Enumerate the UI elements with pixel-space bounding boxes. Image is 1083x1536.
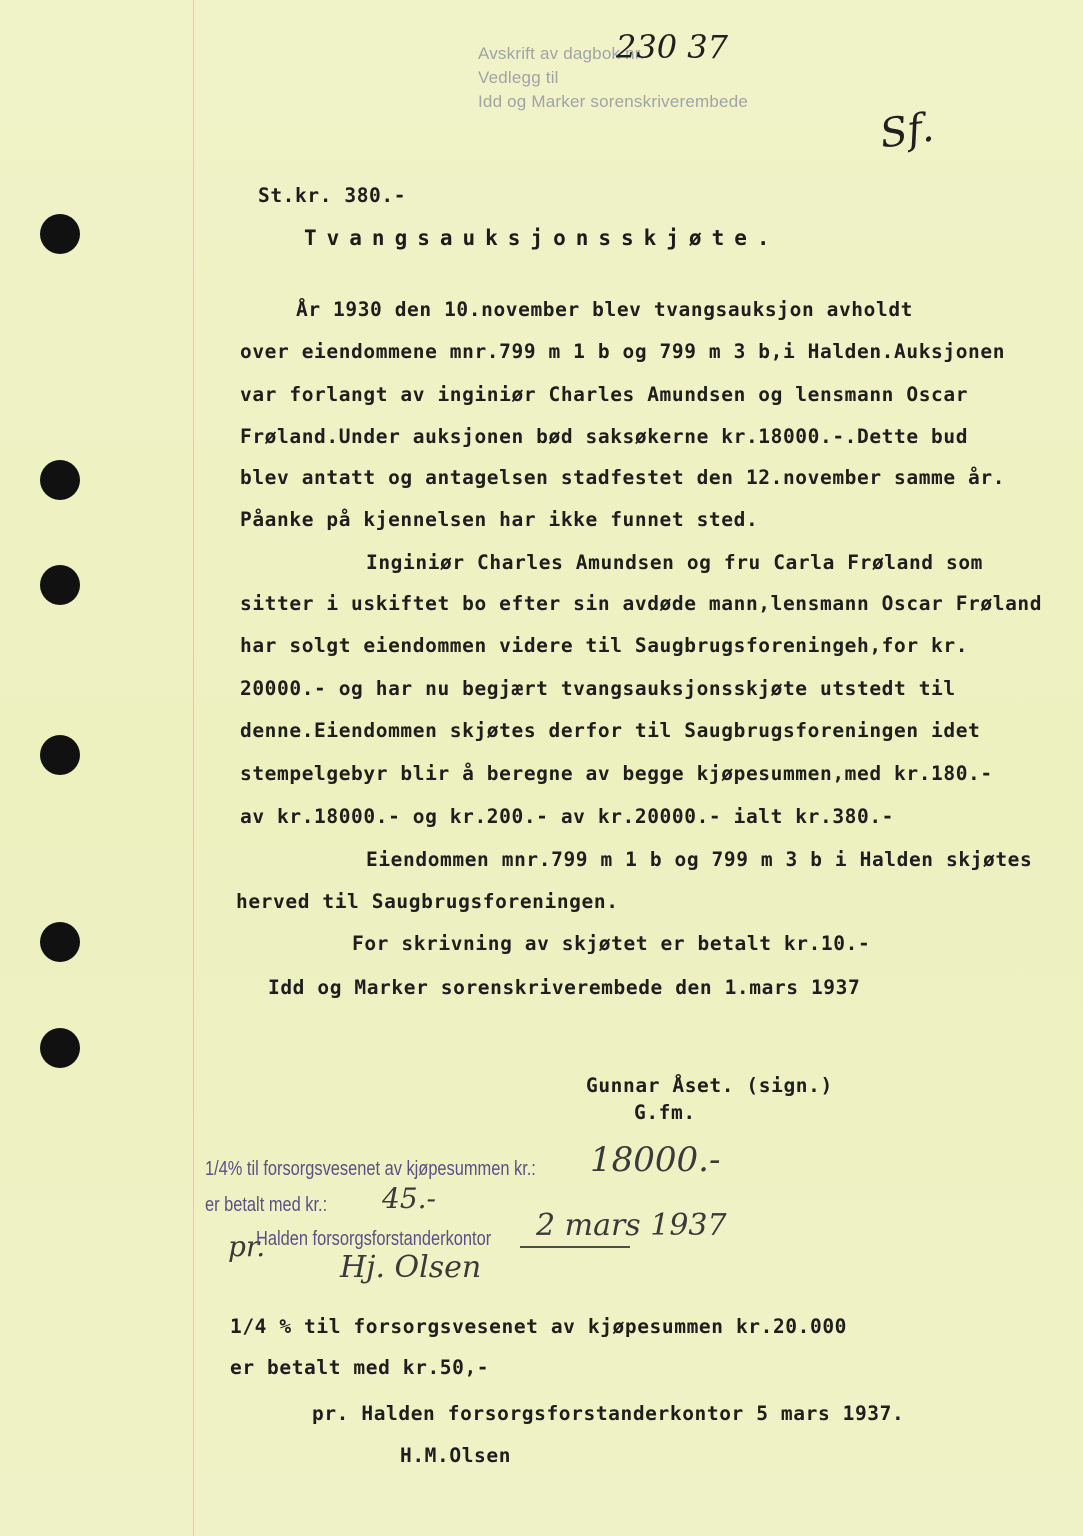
punch-hole [40, 735, 80, 775]
receipt1-line1: 1/4% til forsorgsvesenet av kjøpesummen kr.: [205, 1158, 536, 1180]
receipt1-date-underline [520, 1246, 630, 1248]
punch-hole [40, 565, 80, 605]
receipt2-line3: pr. Halden forsorgsforstanderkontor 5 mars 1937. [312, 1402, 905, 1425]
stamp-line-3: Idd og Marker sorenskriverembede [478, 92, 749, 111]
punch-hole [40, 1028, 80, 1068]
margin-line [193, 0, 194, 1536]
receipt1-amount: 18000.- [590, 1140, 721, 1180]
punch-hole [40, 460, 80, 500]
receipt2-sign: H.M.Olsen [400, 1444, 512, 1467]
receipt1-line2: er betalt med kr.: [205, 1194, 328, 1216]
handwritten-doc-number: 230 37 [616, 28, 728, 66]
receipt2-line1: 1/4 % til forsorgsvesenet av kjøpesummen kr.20.000 [230, 1315, 847, 1338]
receipt1-office: Halden forsorgsforstanderkontor [256, 1228, 492, 1250]
body-line: av kr.18000.- og kr.200.- av kr.20000.- ialt kr.380.- [240, 805, 895, 828]
handwritten-corner-mark: Sf. [877, 104, 937, 158]
body-line: over eiendommene mnr.799 m 1 b og 799 m 3 b,i Halden.Auksjonen [240, 340, 1006, 363]
body-line: stempelgebyr blir å beregne av begge kjøpesummen,med kr.180.- [240, 762, 993, 785]
body-line: Påanke på kjennelsen har ikke funnet sted. [240, 508, 759, 531]
receipt1-paid: 45.- [382, 1182, 436, 1215]
body-line: Frøland.Under auksjonen bød saksøkerne kr.18000.-.Dette bud [240, 425, 969, 448]
document-title: Tvangsauksjonsskjøte. [304, 226, 780, 250]
body-line: Inginiør Charles Amundsen og fru Carla Frøland som [366, 551, 983, 574]
receipt1-sign: Hj. Olsen [340, 1250, 482, 1285]
receipt1-pr: pr. [228, 1230, 266, 1263]
stamp-line-2: Vedlegg til [478, 68, 559, 87]
stamp-line-1: Avskrift av dagbok nr. [478, 44, 645, 63]
body-line: var forlangt av inginiør Charles Amundsen og lensmann Oscar [240, 383, 969, 406]
signature-name: Gunnar Åset. (sign.) [586, 1074, 833, 1097]
body-line: År 1930 den 10.november blev tvangsauksjon avholdt [296, 298, 913, 321]
receipt1-date: 2 mars 1937 [536, 1208, 727, 1243]
stamp-tax: St.kr. 380.- [258, 184, 407, 207]
punch-hole [40, 214, 80, 254]
body-line: blev antatt og antagelsen stadfestet den 12.november samme år. [240, 466, 1006, 489]
body-line: 20000.- og har nu begjært tvangsauksjonsskjøte utstedt til [240, 677, 956, 700]
body-line: har solgt eiendommen videre til Saugbrugsforeningeh,for kr. [240, 634, 969, 657]
body-line: denne.Eiendommen skjøtes derfor til Saugbrugsforeningen idet [240, 719, 981, 742]
body-line: sitter i uskiftet bo efter sin avdøde mann,lensmann Oscar Frøland [240, 592, 1043, 615]
punch-hole [40, 922, 80, 962]
body-line: herved til Saugbrugsforeningen. [236, 890, 619, 913]
body-line: Eiendommen mnr.799 m 1 b og 799 m 3 b i Halden skjøtes [366, 848, 1033, 871]
signature-title: G.fm. [634, 1101, 696, 1124]
body-line: Idd og Marker sorenskriverembede den 1.mars 1937 [268, 976, 861, 999]
receipt2-line2: er betalt med kr.50,- [230, 1356, 490, 1379]
body-line: For skrivning av skjøtet er betalt kr.10.- [352, 932, 871, 955]
